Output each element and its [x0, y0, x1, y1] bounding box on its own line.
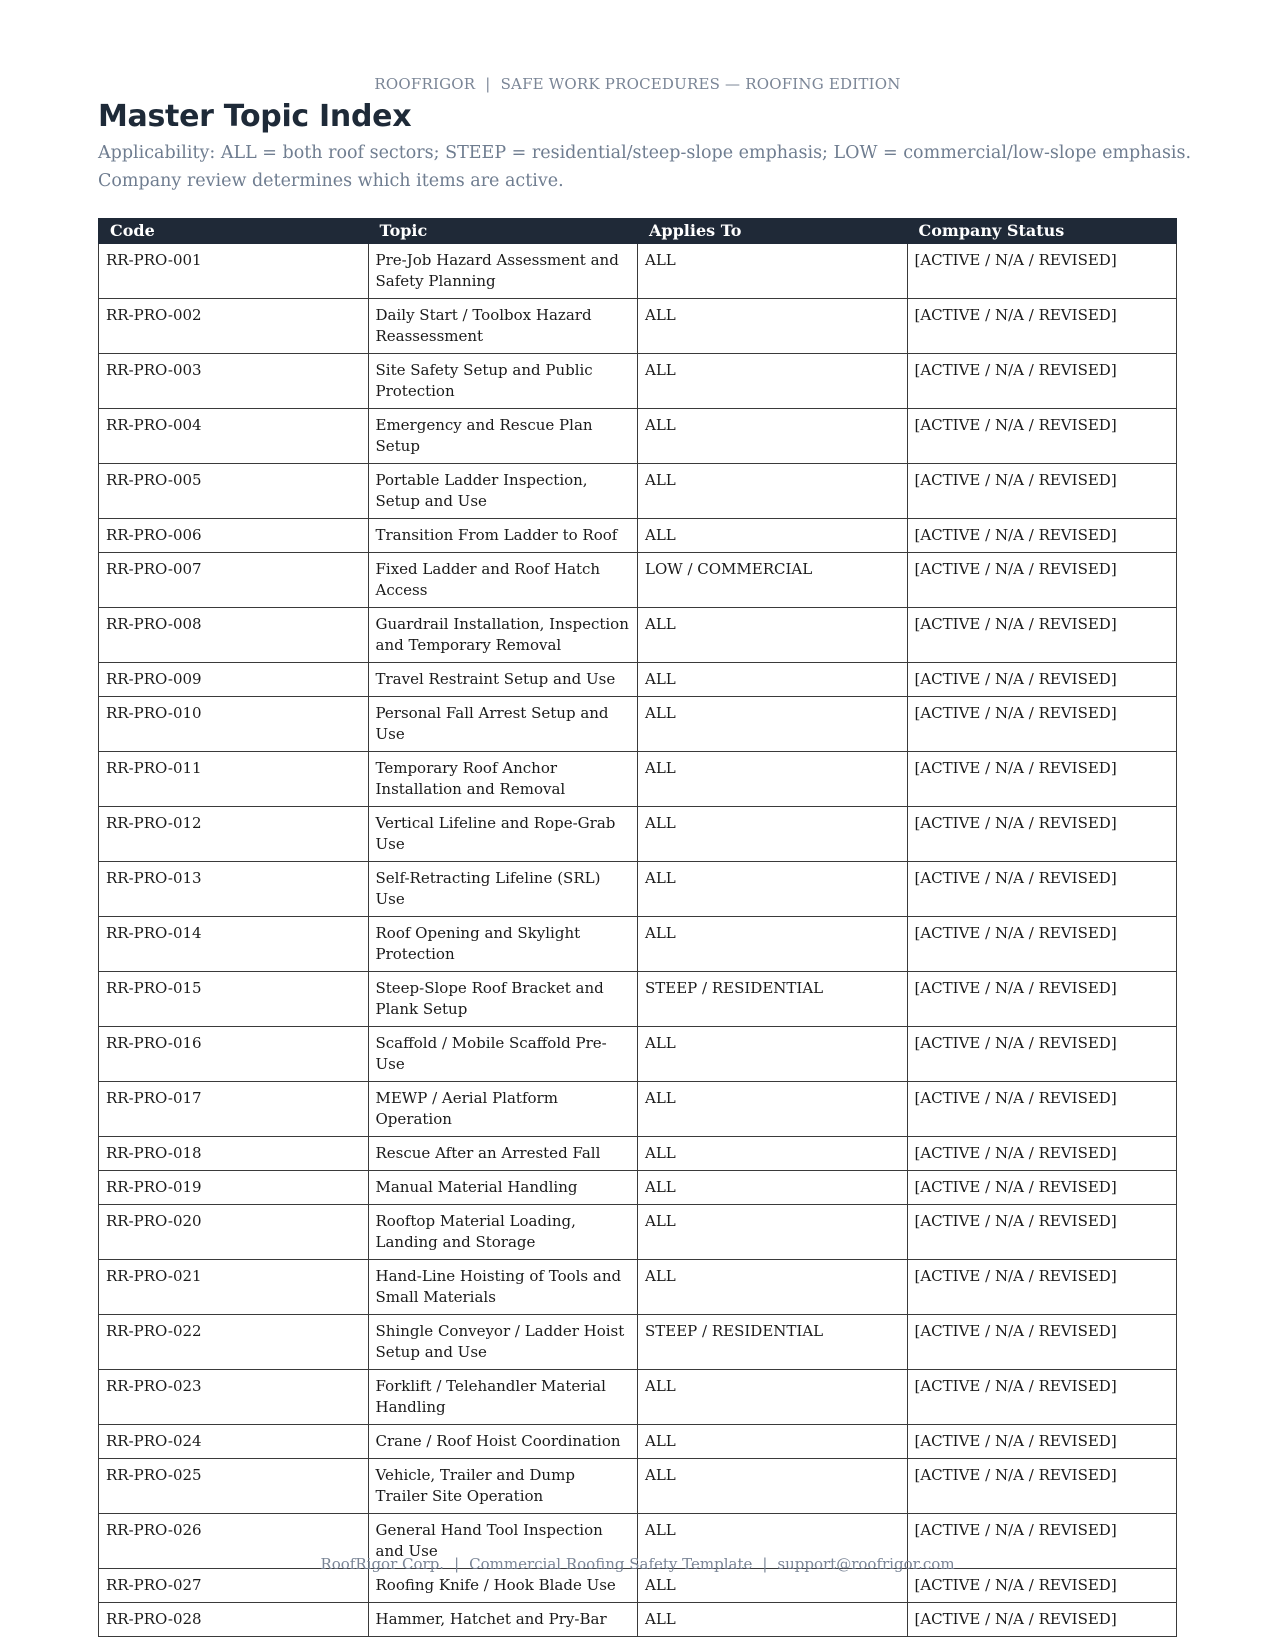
cell-code: RR-PRO-023: [99, 1370, 369, 1425]
cell-applies-to: ALL: [638, 354, 908, 409]
cell-company-status: [ACTIVE / N/A / REVISED]: [907, 752, 1177, 807]
cell-topic: Steep-Slope Roof Bracket and Plank Setup: [368, 972, 638, 1027]
cell-company-status: [ACTIVE / N/A / REVISED]: [907, 553, 1177, 608]
table-row: [99, 608, 1177, 663]
table-row: [99, 354, 1177, 409]
cell-code: RR-PRO-003: [99, 354, 369, 409]
cell-code: RR-PRO-005: [99, 464, 369, 519]
cell-topic: Hammer, Hatchet and Pry-Bar: [368, 1603, 638, 1637]
cell-topic: Hand-Line Hoisting of Tools and Small Materials: [368, 1260, 638, 1315]
cell-topic: Manual Material Handling: [368, 1171, 638, 1205]
cell-topic: Self-Retracting Lifeline (SRL) Use: [368, 862, 638, 917]
cell-applies-to: ALL: [638, 464, 908, 519]
cell-code: RR-PRO-001: [99, 244, 369, 299]
cell-company-status: [ACTIVE / N/A / REVISED]: [907, 244, 1177, 299]
cell-code: RR-PRO-006: [99, 519, 369, 553]
cell-topic: Transition From Ladder to Roof: [368, 519, 638, 553]
running-header: [0, 75, 1275, 93]
cell-topic: Crane / Roof Hoist Coordination: [368, 1425, 638, 1459]
cell-code: RR-PRO-016: [99, 1027, 369, 1082]
table-row: [99, 862, 1177, 917]
cell-code: RR-PRO-025: [99, 1459, 369, 1514]
table-row: [99, 519, 1177, 553]
cell-applies-to: ALL: [638, 663, 908, 697]
page-footer: [0, 1555, 1275, 1573]
cell-company-status: [ACTIVE / N/A / REVISED]: [907, 663, 1177, 697]
cell-company-status: [ACTIVE / N/A / REVISED]: [907, 1260, 1177, 1315]
cell-code: RR-PRO-027: [99, 1569, 369, 1603]
cell-topic: Portable Ladder Inspection, Setup and Use: [368, 464, 638, 519]
cell-applies-to: ALL: [638, 608, 908, 663]
table-row: [99, 244, 1177, 299]
cell-company-status: [ACTIVE / N/A / REVISED]: [907, 1370, 1177, 1425]
table-row: [99, 917, 1177, 972]
cell-topic: Rescue After an Arrested Fall: [368, 1137, 638, 1171]
table-row: [99, 807, 1177, 862]
cell-topic: Forklift / Telehandler Material Handling: [368, 1370, 638, 1425]
table-row: [99, 1370, 1177, 1425]
cell-topic: Travel Restraint Setup and Use: [368, 663, 638, 697]
table-row: [99, 697, 1177, 752]
cell-company-status: [ACTIVE / N/A / REVISED]: [907, 1027, 1177, 1082]
cell-code: RR-PRO-028: [99, 1603, 369, 1637]
cell-company-status: [ACTIVE / N/A / REVISED]: [907, 1137, 1177, 1171]
cell-applies-to: ALL: [638, 1260, 908, 1315]
table-row: [99, 1425, 1177, 1459]
cell-company-status: [ACTIVE / N/A / REVISED]: [907, 409, 1177, 464]
cell-applies-to: ALL: [638, 1027, 908, 1082]
cell-applies-to: ALL: [638, 1137, 908, 1171]
cell-code: RR-PRO-021: [99, 1260, 369, 1315]
cell-company-status: [ACTIVE / N/A / REVISED]: [907, 299, 1177, 354]
cell-applies-to: ALL: [638, 244, 908, 299]
cell-topic: Fixed Ladder and Roof Hatch Access: [368, 553, 638, 608]
column-header-applies-to: Applies To: [638, 219, 908, 244]
table-row: [99, 1603, 1177, 1637]
cell-topic: Emergency and Rescue Plan Setup: [368, 409, 638, 464]
cell-company-status: [ACTIVE / N/A / REVISED]: [907, 1569, 1177, 1603]
topic-index-table-wrap: [98, 218, 1177, 1637]
footer-email: support@roofrigor.com: [777, 1555, 955, 1573]
cell-topic: Roofing Knife / Hook Blade Use: [368, 1569, 638, 1603]
cell-topic: Daily Start / Toolbox Hazard Reassessment: [368, 299, 638, 354]
cell-applies-to: ALL: [638, 1425, 908, 1459]
cell-applies-to: STEEP / RESIDENTIAL: [638, 972, 908, 1027]
cell-company-status: [ACTIVE / N/A / REVISED]: [907, 917, 1177, 972]
table-row: [99, 1137, 1177, 1171]
cell-applies-to: ALL: [638, 1459, 908, 1514]
table-body: [99, 244, 1177, 1637]
cell-applies-to: STEEP / RESIDENTIAL: [638, 1315, 908, 1370]
cell-company-status: [ACTIVE / N/A / REVISED]: [907, 1082, 1177, 1137]
column-header-topic: Topic: [368, 219, 638, 244]
cell-applies-to: ALL: [638, 1370, 908, 1425]
cell-company-status: [ACTIVE / N/A / REVISED]: [907, 354, 1177, 409]
cell-applies-to: ALL: [638, 1514, 908, 1569]
cell-applies-to: ALL: [638, 409, 908, 464]
table-row: [99, 1027, 1177, 1082]
cell-code: RR-PRO-004: [99, 409, 369, 464]
cell-company-status: [ACTIVE / N/A / REVISED]: [907, 1514, 1177, 1569]
cell-topic: Vehicle, Trailer and Dump Trailer Site Operation: [368, 1459, 638, 1514]
footer-template: Commercial Roofing Safety Template: [469, 1555, 753, 1573]
cell-code: RR-PRO-013: [99, 862, 369, 917]
cell-topic: Pre-Job Hazard Assessment and Safety Planning: [368, 244, 638, 299]
table-row: [99, 663, 1177, 697]
cell-company-status: [ACTIVE / N/A / REVISED]: [907, 608, 1177, 663]
table-row: [99, 1171, 1177, 1205]
table-row: [99, 464, 1177, 519]
cell-code: RR-PRO-017: [99, 1082, 369, 1137]
cell-code: RR-PRO-002: [99, 299, 369, 354]
cell-code: RR-PRO-010: [99, 697, 369, 752]
cell-topic: Site Safety Setup and Public Protection: [368, 354, 638, 409]
cell-code: RR-PRO-011: [99, 752, 369, 807]
cell-company-status: [ACTIVE / N/A / REVISED]: [907, 1603, 1177, 1637]
cell-code: RR-PRO-007: [99, 553, 369, 608]
table-row: [99, 972, 1177, 1027]
column-header-company-status: Company Status: [907, 219, 1177, 244]
table-row: [99, 1260, 1177, 1315]
cell-code: RR-PRO-012: [99, 807, 369, 862]
table-row: [99, 1082, 1177, 1137]
cell-company-status: [ACTIVE / N/A / REVISED]: [907, 1459, 1177, 1514]
cell-company-status: [ACTIVE / N/A / REVISED]: [907, 1315, 1177, 1370]
footer-separator: |: [762, 1555, 768, 1573]
cell-topic: Shingle Conveyor / Ladder Hoist Setup and Use: [368, 1315, 638, 1370]
cell-company-status: [ACTIVE / N/A / REVISED]: [907, 1205, 1177, 1260]
cell-applies-to: ALL: [638, 299, 908, 354]
cell-topic: Scaffold / Mobile Scaffold Pre-Use: [368, 1027, 638, 1082]
table-row: [99, 1315, 1177, 1370]
cell-topic: Personal Fall Arrest Setup and Use: [368, 697, 638, 752]
table-row: [99, 553, 1177, 608]
page-title: Master Topic Index: [98, 99, 412, 134]
footer-separator: |: [454, 1555, 460, 1573]
cell-applies-to: LOW / COMMERCIAL: [638, 553, 908, 608]
cell-applies-to: ALL: [638, 519, 908, 553]
cell-code: RR-PRO-018: [99, 1137, 369, 1171]
footer-company: RoofRigor Corp.: [320, 1555, 445, 1573]
cell-topic: Temporary Roof Anchor Installation and Removal: [368, 752, 638, 807]
cell-code: RR-PRO-009: [99, 663, 369, 697]
cell-topic: General Hand Tool Inspection and Use: [368, 1514, 638, 1569]
cell-applies-to: ALL: [638, 862, 908, 917]
cell-company-status: [ACTIVE / N/A / REVISED]: [907, 807, 1177, 862]
cell-company-status: [ACTIVE / N/A / REVISED]: [907, 519, 1177, 553]
cell-code: RR-PRO-008: [99, 608, 369, 663]
table-row: [99, 1205, 1177, 1260]
cell-company-status: [ACTIVE / N/A / REVISED]: [907, 862, 1177, 917]
table-row: [99, 1569, 1177, 1603]
cell-applies-to: ALL: [638, 1171, 908, 1205]
cell-applies-to: ALL: [638, 1205, 908, 1260]
header-subtitle: SAFE WORK PROCEDURES — ROOFING EDITION: [500, 75, 901, 93]
table-row: [99, 409, 1177, 464]
cell-company-status: [ACTIVE / N/A / REVISED]: [907, 972, 1177, 1027]
cell-company-status: [ACTIVE / N/A / REVISED]: [907, 697, 1177, 752]
cell-code: RR-PRO-022: [99, 1315, 369, 1370]
table-row: [99, 1459, 1177, 1514]
cell-applies-to: ALL: [638, 1082, 908, 1137]
cell-applies-to: ALL: [638, 917, 908, 972]
cell-applies-to: ALL: [638, 697, 908, 752]
cell-topic: Roof Opening and Skylight Protection: [368, 917, 638, 972]
cell-code: RR-PRO-024: [99, 1425, 369, 1459]
table-row: [99, 752, 1177, 807]
column-header-code: Code: [99, 219, 369, 244]
cell-company-status: [ACTIVE / N/A / REVISED]: [907, 1425, 1177, 1459]
header-separator: |: [485, 75, 491, 93]
cell-code: RR-PRO-026: [99, 1514, 369, 1569]
cell-applies-to: ALL: [638, 1569, 908, 1603]
table-header-row: [99, 219, 1177, 244]
cell-code: RR-PRO-014: [99, 917, 369, 972]
cell-topic: Vertical Lifeline and Rope-Grab Use: [368, 807, 638, 862]
cell-company-status: [ACTIVE / N/A / REVISED]: [907, 464, 1177, 519]
cell-applies-to: ALL: [638, 752, 908, 807]
table-row: [99, 299, 1177, 354]
cell-company-status: [ACTIVE / N/A / REVISED]: [907, 1171, 1177, 1205]
cell-topic: MEWP / Aerial Platform Operation: [368, 1082, 638, 1137]
header-brand: ROOFRIGOR: [374, 75, 476, 93]
cell-topic: Rooftop Material Loading, Landing and Storage: [368, 1205, 638, 1260]
topic-index-table: [98, 218, 1177, 1637]
applicability-note: Applicability: ALL = both roof sectors; STEEP = residential/steep-slope emphasis; LOW = commercial/low-slope emphasis. Company review determines which items are active.: [98, 143, 1192, 191]
cell-code: RR-PRO-020: [99, 1205, 369, 1260]
cell-applies-to: ALL: [638, 807, 908, 862]
cell-code: RR-PRO-015: [99, 972, 369, 1027]
cell-code: RR-PRO-019: [99, 1171, 369, 1205]
cell-topic: Guardrail Installation, Inspection and Temporary Removal: [368, 608, 638, 663]
cell-applies-to: ALL: [638, 1603, 908, 1637]
